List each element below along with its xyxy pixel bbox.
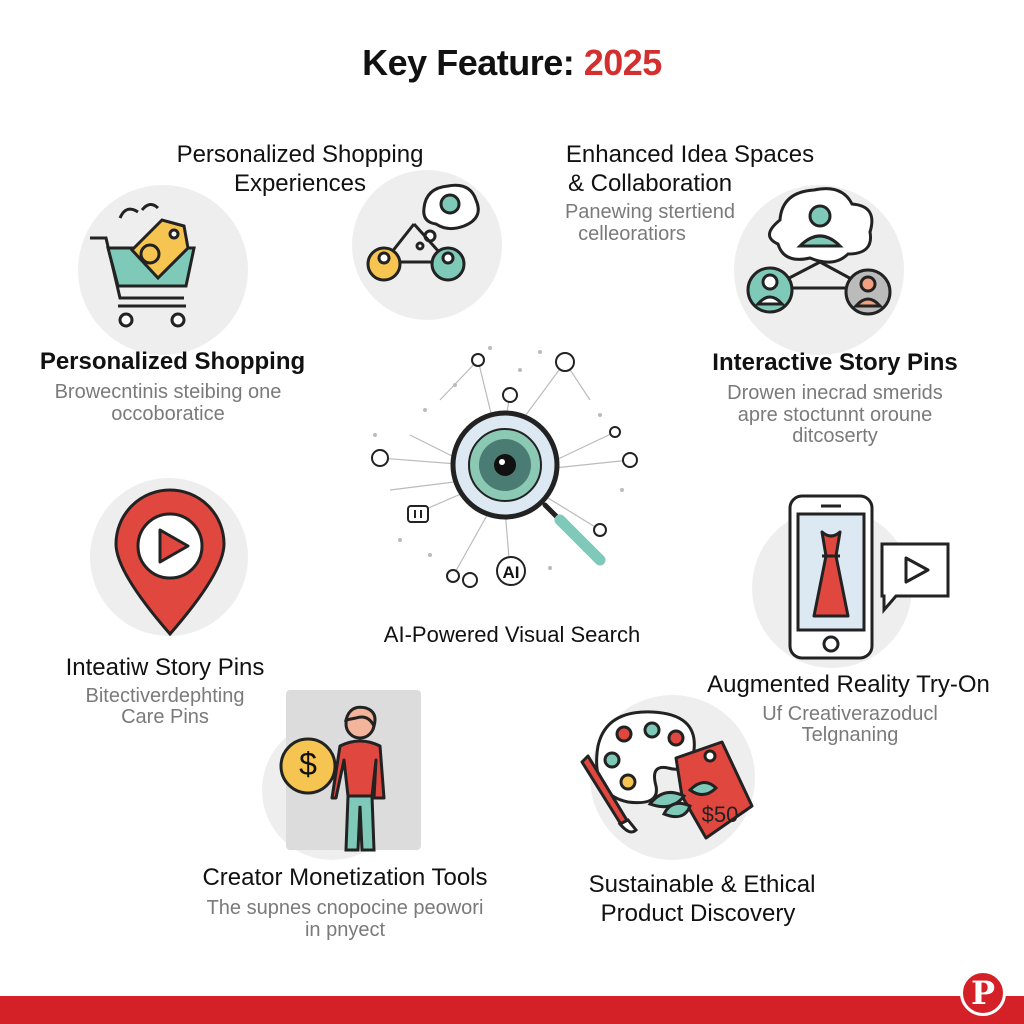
video-play-icon: [882, 544, 948, 610]
idea-spaces-sub2: celleoratiors: [578, 223, 686, 245]
ai-badge-label: AI: [502, 563, 520, 582]
idea-spaces-line1: Enhanced Idea Spaces: [565, 141, 815, 168]
story-right-sub2: apre stoctunnt oroune: [737, 404, 933, 426]
shopping-left-title: Personalized Shopping: [39, 348, 306, 375]
visual-search-title: AI-Powered Visual Search: [383, 622, 641, 647]
creator-person-icon: [276, 700, 406, 860]
title-year: 2025: [583, 42, 662, 83]
creator-coin-symbol: $: [299, 746, 317, 782]
palette-icon: [576, 706, 776, 856]
ar-title: Augmented Reality Try-On: [707, 671, 990, 698]
story-left-sub1: Bitectiverdephting: [85, 685, 245, 707]
brand-bar: [0, 996, 1024, 1024]
shopping-cart-icon: [86, 200, 216, 335]
ar-sub1: Uf Creativerazoducl: [762, 703, 938, 725]
page-title: [0, 42, 1024, 84]
story-right-sub1: Drowen inecrad smerids: [727, 382, 943, 404]
creator-sub2: in pnyect: [304, 919, 386, 941]
shopping-top-line1: Personalized Shopping: [176, 141, 424, 168]
ar-sub2: Telgnaning: [801, 724, 899, 746]
story-left-title: Inteatiw Story Pins: [65, 654, 265, 681]
shopping-left-sub2: occoboratice: [111, 403, 225, 425]
idea-spaces-line2: & Collaboration: [567, 170, 733, 197]
logo-letter: P: [970, 974, 996, 1012]
sustainable-price: $50: [701, 802, 739, 827]
shopping-left-sub1: Browecntinis steibing one: [54, 381, 282, 403]
creator-sub1: The supnes cnopocine peowori: [206, 897, 484, 919]
pinterest-logo-icon[interactable]: [960, 970, 1006, 1016]
story-right-sub3: ditcoserty: [792, 425, 878, 447]
phone-dress-icon: [786, 492, 956, 664]
sustainable-line1: Sustainable & Ethical: [588, 871, 816, 898]
idea-spaces-sub1: Panewing stertiend: [564, 201, 736, 223]
creator-title: Creator Monetization Tools: [202, 864, 488, 891]
sustainable-line2: Product Discovery: [600, 900, 796, 927]
map-pin-play-icon: [110, 488, 230, 640]
shopping-top-line2: Experiences: [233, 170, 367, 197]
story-left-sub2: Care Pins: [121, 706, 209, 728]
story-right-title: Interactive Story Pins: [712, 349, 958, 376]
title-main: Key Feature:: [362, 42, 584, 83]
